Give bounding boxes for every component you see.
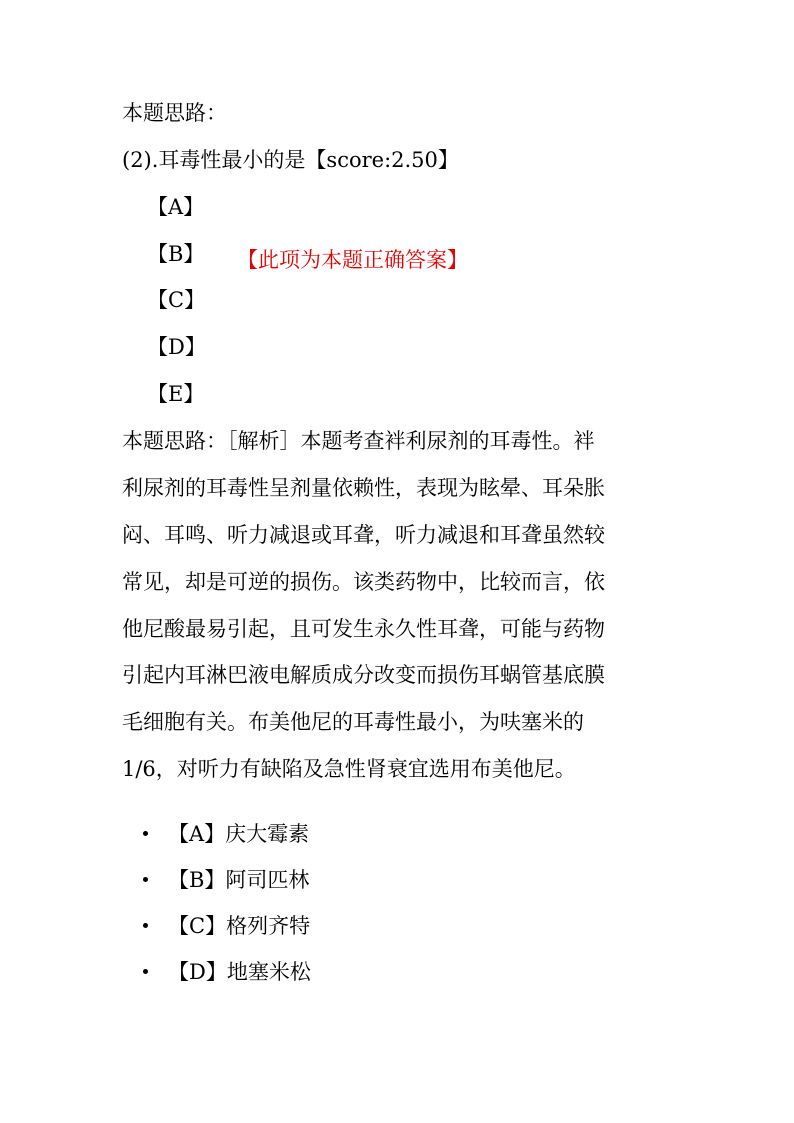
choice-item xyxy=(143,870,309,891)
bullet-icon xyxy=(143,877,148,882)
choice-item xyxy=(143,916,310,937)
choice-label: 【C】格列齐特 xyxy=(168,914,311,938)
option-c: 【C】 xyxy=(147,288,206,312)
choice-label: 【B】阿司匹林 xyxy=(168,868,310,892)
question-text: (2).耳毒性最小的是【score:2.50】 xyxy=(122,148,459,172)
option-d: 【D】 xyxy=(147,335,206,359)
bullet-icon xyxy=(143,831,148,836)
bullet-icon xyxy=(143,969,148,974)
choice-label: 【A】庆大霉素 xyxy=(168,822,310,846)
option-e: 【E】 xyxy=(147,382,205,406)
header-label: 本题思路： xyxy=(122,101,227,125)
choice-item xyxy=(143,824,309,845)
explanation-line: 他尼酸最易引起，且可发生永久性耳聋，可能与药物 xyxy=(122,617,605,641)
explanation-line: 引起内耳淋巴液电解质成分改变而损伤耳蜗管基底膜 xyxy=(122,663,605,687)
bullet-icon xyxy=(143,923,148,928)
explanation-line: 毛细胞有关。布美他尼的耳毒性最小，为呋塞米的 xyxy=(122,710,584,734)
option-a: 【A】 xyxy=(147,195,205,219)
explanation-line: 本题思路：［解析］本题考查袢利尿剂的耳毒性。袢 xyxy=(122,429,595,453)
choice-item xyxy=(143,962,311,983)
choice-label: 【D】地塞米松 xyxy=(168,960,311,984)
explanation-line: 利尿剂的耳毒性呈剂量依赖性，表现为眩晕、耳朵胀 xyxy=(122,476,605,500)
explanation-line: 闷、耳鸣、听力减退或耳聋，听力减退和耳聋虽然较 xyxy=(122,523,605,547)
explanation-line: 常见，却是可逆的损伤。该类药物中，比较而言，依 xyxy=(122,570,605,594)
explanation-line: 1/6，对听力有缺陷及急性肾衰宜选用布美他尼。 xyxy=(122,757,576,781)
correct-answer-note: 【此项为本题正确答案】 xyxy=(237,248,468,272)
option-b: 【B】 xyxy=(147,242,205,266)
